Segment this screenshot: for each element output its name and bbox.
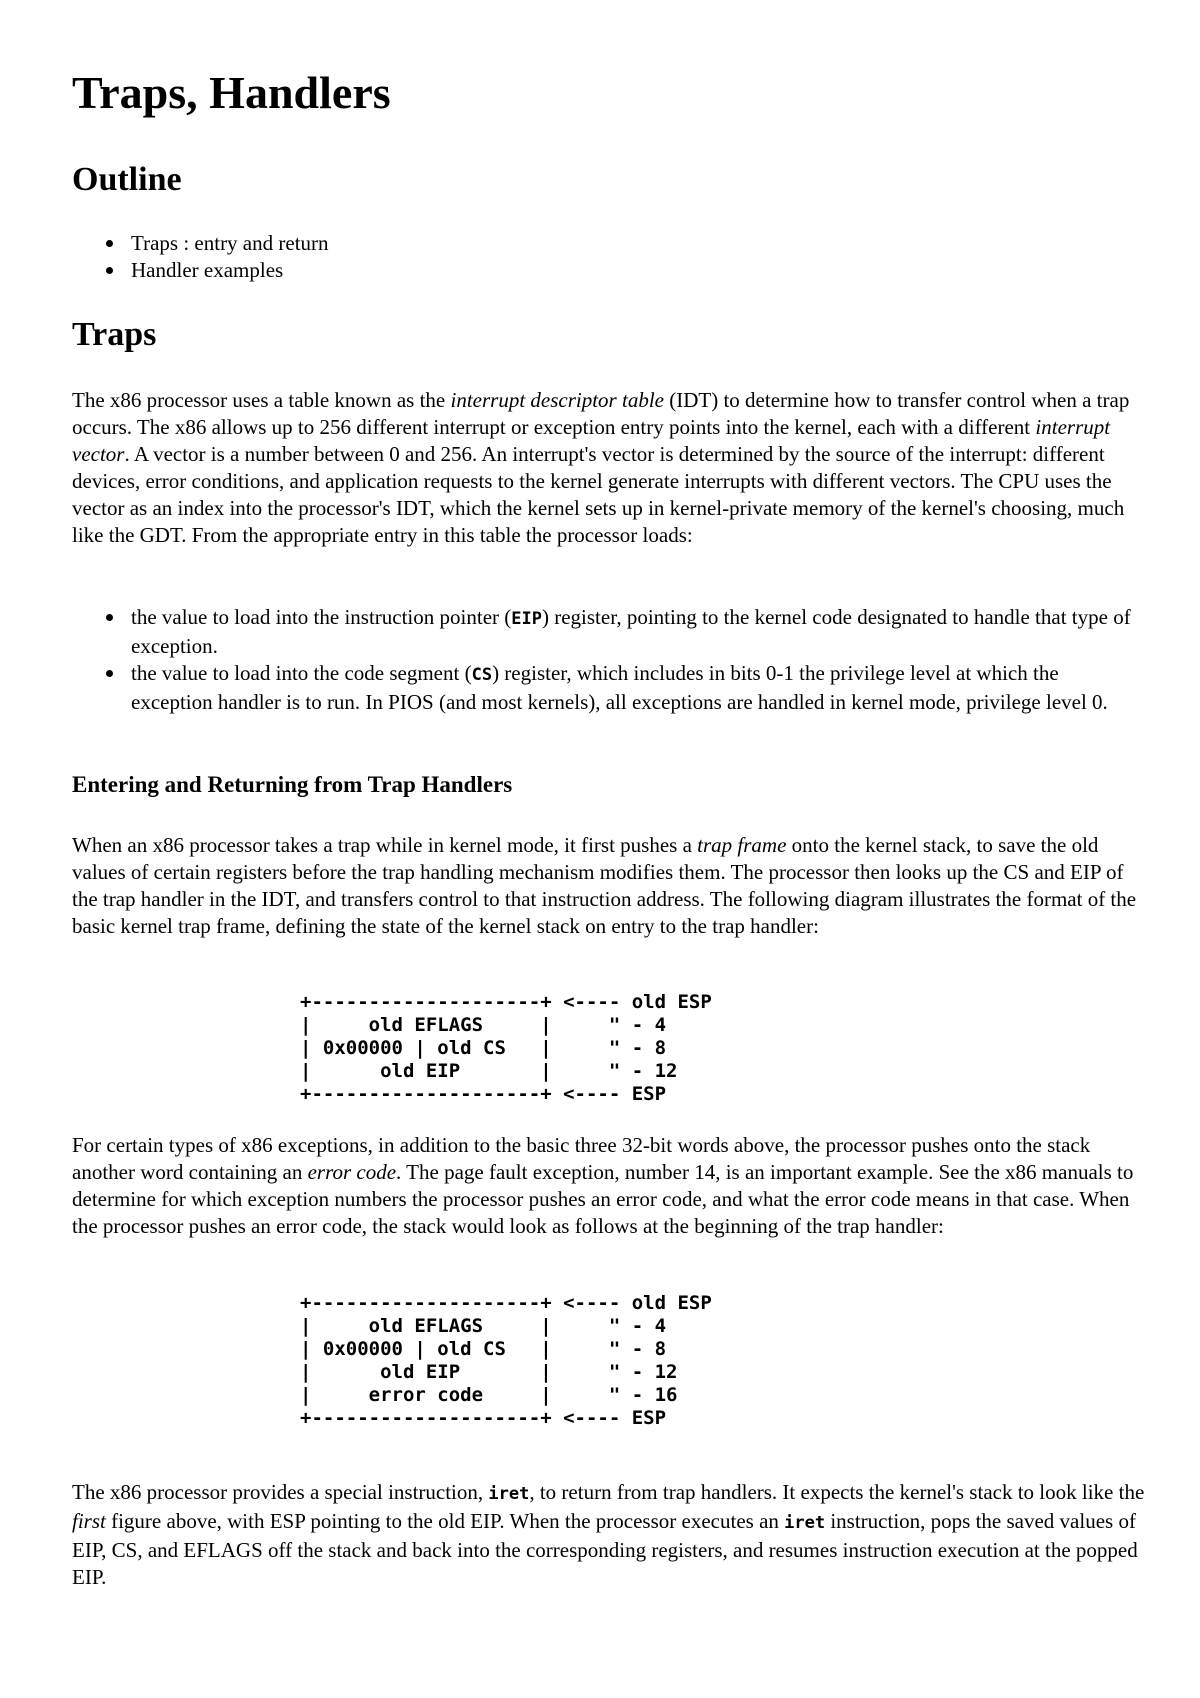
trap-frame-diagram: +--------------------+ <---- old ESP | old EFLAGS | " - 4 | 0x00000 | old CS | " - 8 | old EIP | " - 12 +--------------------+ <---- ESP: [300, 991, 712, 1105]
list-item: the value to load into the code segment (CS) register, which includes in bits 0-1 the privilege level at which the exception handler is to run. In PIOS (and most kernels), all exceptions are handled in kernel mode, privilege level 0.: [72, 660, 1142, 716]
iret-paragraph: The x86 processor provides a special instruction, iret, to return from trap handlers. It expects the kernel's stack to look like the first figure above, with ESP pointing to the old EIP. When the processor executes an iret instruction, pops the saved values of EIP, CS, and EFLAGS off the stack and back into the corresponding registers, and resumes instruction execution at the popped EIP.: [72, 1480, 1145, 1590]
processor-loads-list: [72, 604, 1142, 716]
traps-heading: Traps: [72, 316, 157, 353]
page-title: Traps, Handlers: [72, 67, 391, 118]
list-item: Traps : entry and return: [72, 230, 1142, 257]
entering-returning-heading: Entering and Returning from Trap Handlers: [72, 772, 513, 797]
error-code-paragraph: For certain types of x86 exceptions, in addition to the basic three 32-bit words above, the processor pushes onto the stack another word containing an error code. The page fault exception, number 14, is an important example. See the x86 manuals to determine for which exception numbers the processor pushes an error code, and what the error code means in that case. When the processor pushes an error code, the stack would look as follows at the beginning of the trap handler:: [72, 1133, 1134, 1239]
outline-heading: Outline: [72, 161, 182, 198]
outline-list: [72, 230, 1142, 284]
trap-frame-error-code-diagram: +--------------------+ <---- old ESP | old EFLAGS | " - 4 | 0x00000 | old CS | " - 8 | old EIP | " - 12 | error code | " - 16 +--------------------+ <---- ESP: [300, 1292, 712, 1429]
list-item: Handler examples: [72, 257, 1142, 284]
list-item: the value to load into the instruction pointer (EIP) register, pointing to the kernel code designated to handle that type of exception.: [72, 604, 1142, 660]
trap-frame-paragraph: When an x86 processor takes a trap while in kernel mode, it first pushes a trap frame onto the kernel stack, to save the old values of certain registers before the trap handling mechanism modifies them. The processor then looks up the CS and EIP of the trap handler in the IDT, and transfers control to that instruction address. The following diagram illustrates the format of the basic kernel trap frame, defining the state of the kernel stack on entry to the trap handler:: [72, 833, 1137, 939]
traps-paragraph: The x86 processor uses a table known as the interrupt descriptor table (IDT) to determine how to transfer control when a trap occurs. The x86 allows up to 256 different interrupt or exception entry points into the kernel, each with a different interrupt vector. A vector is a number between 0 and 256. An interrupt's vector is determined by the source of the interrupt: different devices, error conditions, and application requests to the kernel generate interrupts with different vectors. The CPU uses the vector as an index into the processor's IDT, which the kernel sets up in kernel-private memory of the kernel's choosing, much like the GDT. From the appropriate entry in this table the processor loads:: [72, 388, 1130, 548]
